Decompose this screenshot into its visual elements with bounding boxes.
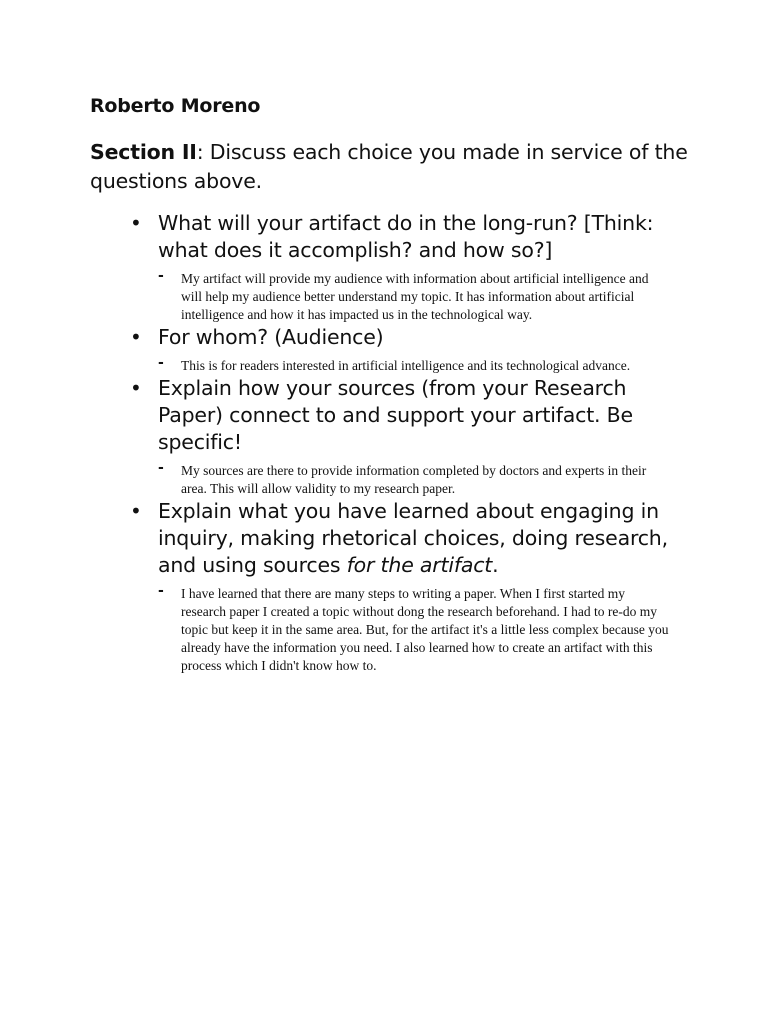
dash-marker: -	[158, 355, 164, 371]
bullet-marker: •	[130, 376, 142, 400]
answer-item	[158, 585, 690, 675]
bullet-marker: •	[130, 325, 142, 349]
question-text-end: .	[492, 553, 499, 577]
question-text	[158, 498, 690, 579]
dash-marker: -	[158, 460, 164, 476]
question-list	[130, 210, 690, 675]
question-text: For whom? (Audience)	[158, 325, 384, 349]
answer-text: My artifact will provide my audience with information about artificial intelligence and will help my audience better understand my topic. It has information about artificial intelligence and how it has impacted us in the technological way.	[181, 271, 649, 322]
question-item	[130, 324, 690, 375]
question-item	[130, 210, 690, 324]
question-text: What will your artifact do in the long-run? [Think: what does it accomplish? and how so?]	[158, 211, 654, 262]
question-text-main: Explain what you have learned about engaging in inquiry, making rhetorical choices, doing research, and using sources	[158, 499, 668, 577]
section-label: Section II	[90, 140, 197, 164]
answer-text: I have learned that there are many steps to writing a paper. When I first started my research paper I created a topic without dong the research beforehand. I had to re-do my topic but keep it in the same area. But, for the artifact it's a little less complex because you already have the information you need. I also learned how to create an artifact with this process which I didn't know how to.	[181, 586, 669, 673]
answer-text: This is for readers interested in artificial intelligence and its technological advance.	[181, 358, 631, 373]
question-item	[130, 375, 690, 498]
section-heading	[90, 138, 710, 196]
question-item	[130, 498, 690, 675]
dash-marker: -	[158, 583, 164, 599]
section-instructions: : Discuss each choice you made in service of the questions above.	[90, 140, 688, 193]
answer-text: My sources are there to provide information completed by doctors and experts in their area. This will allow validity to my research paper.	[181, 463, 647, 496]
bullet-marker: •	[130, 211, 142, 235]
answer-item	[158, 462, 690, 498]
answer-item	[158, 357, 690, 375]
author-name: Roberto Moreno	[90, 95, 261, 117]
bullet-marker: •	[130, 499, 142, 523]
dash-marker: -	[158, 268, 164, 284]
answer-item	[158, 270, 690, 324]
question-text: Explain how your sources (from your Research Paper) connect to and support your artifact. Be specific!	[158, 376, 633, 454]
question-text-emphasis: for the artifact	[346, 553, 493, 577]
